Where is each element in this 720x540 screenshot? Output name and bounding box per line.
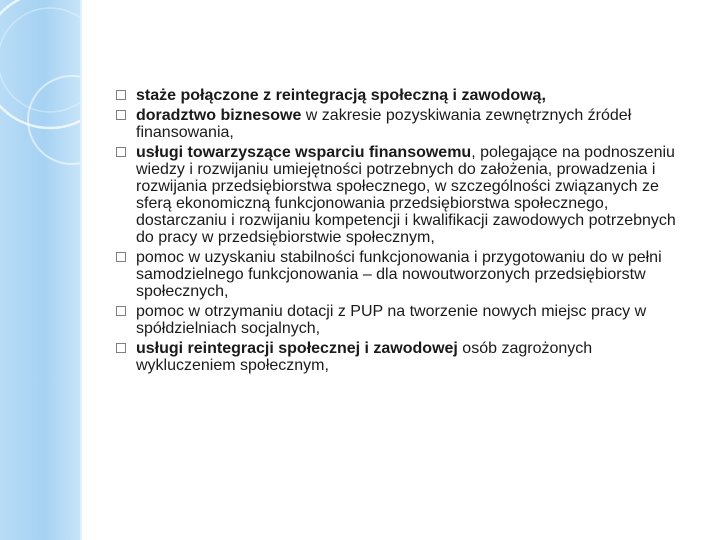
list-item [116,340,696,374]
list-item [116,249,696,300]
list-item [116,303,696,337]
checkbox-bullet-icon [116,306,126,316]
list-item-rest-text: w zakresie pozyskiwania zewnętrznych źródeł finansowania, [136,107,632,141]
list-item-text [136,249,696,300]
list-item [116,107,696,141]
list-item-text [136,303,696,337]
list-item-text [136,340,696,374]
list-item [116,144,696,246]
list-item-text [136,107,696,141]
list-item [116,87,696,104]
list-item-bold-text: staże połączone z reintegracją społeczną i zawodową, [136,87,546,104]
list-item-text [136,144,696,246]
list-item-rest-text: , polegające na podnoszeniu wiedzy i rozwijaniu umiejętności potrzebnych do założenia, prowadzenia i rozwijania przedsiębiorstwa społecznego, w szczególności związanych ze sferą ekonomiczną funkcjonowania przedsiębiorstwa społecznego, dostarczaniu i rozwijaniu kompetencji i kwalifikacji zawodowych potrzebnych do pracy w przedsiębiorstwie społecznym, [136,144,676,246]
list-item-rest-text: pomoc w uzyskaniu stabilności funkcjonowania i przygotowaniu do w pełni samodzielnego funkcjonowania – dla nowoutworzonych przedsiębiorstw społecznych, [136,249,662,300]
checkbox-bullet-icon [116,343,126,353]
list-item-rest-text: pomoc w otrzymaniu dotacji z PUP na tworzenie nowych miejsc pracy w spółdzielniach socjalnych, [136,303,647,337]
list-item-text [136,87,696,104]
list-item-bold-text: doradztwo biznesowe [136,107,302,124]
checkbox-bullet-icon [116,90,126,100]
side-panel-edge [80,0,82,540]
list-item-bold-text: usługi towarzyszące wsparciu finansowemu [136,144,472,161]
list-item-rest-text: osób zagrożonych wykluczeniem społecznym, [136,340,593,374]
bullet-list [116,87,696,377]
checkbox-bullet-icon [116,147,126,157]
checkbox-bullet-icon [116,252,126,262]
decorative-side-panel [0,0,80,540]
decorative-circles [0,0,80,540]
checkbox-bullet-icon [116,110,126,120]
list-item-bold-text: usługi reintegracji społecznej i zawodowej [136,340,458,357]
